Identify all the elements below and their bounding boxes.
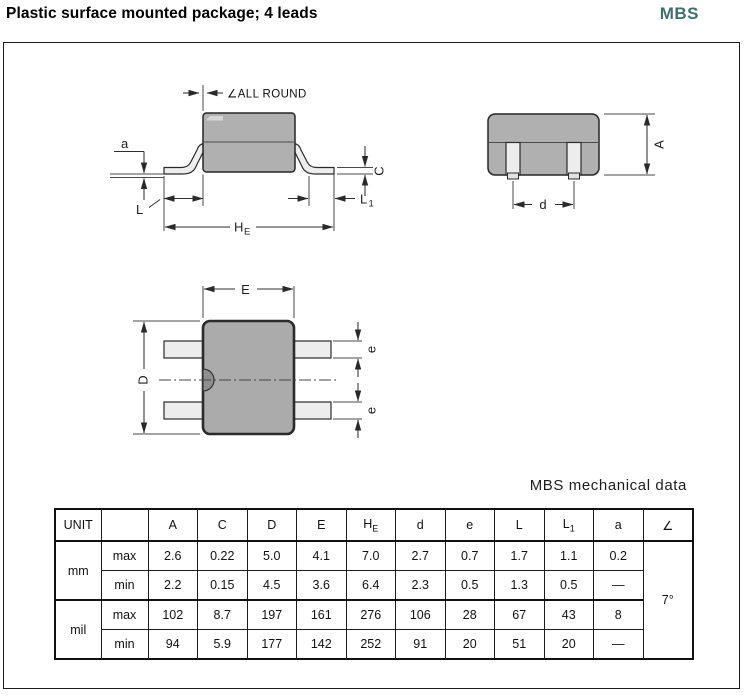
lead-foot-left [508,173,519,179]
value-cell: — [594,571,644,601]
L1-subscript: 1 [368,198,374,210]
value-cell: 4.1 [297,541,347,571]
col-header-d: d [396,509,446,541]
table-row-mil-max [55,600,693,630]
value-cell: 252 [346,630,396,660]
col-header-A: A [148,509,198,541]
value-cell: 8 [594,600,644,630]
mechanical-data-table-wrap [54,508,694,660]
dimension-A [604,114,666,175]
value-cell: 51 [495,630,545,660]
value-cell: 1.7 [495,541,545,571]
dimension-a [110,136,164,200]
C-label: C [371,166,387,176]
HE-subscript: E [244,226,251,238]
table-header-row [55,509,693,541]
e-lower-label: e [363,406,379,415]
value-cell: 276 [346,600,396,630]
col-header-a: a [594,509,644,541]
dimension-d [513,181,574,212]
value-cell: 1.3 [495,571,545,601]
value-cell: 5.9 [198,630,248,660]
lead-top-right-upper [293,341,331,358]
value-cell: — [594,630,644,660]
A-label: A [651,140,667,149]
value-cell: 177 [247,630,297,660]
table-row-mm-min [55,571,693,601]
value-cell: 0.2 [594,541,644,571]
lead-top-right-lower [293,402,331,419]
bound-cell: max [101,600,148,630]
D-label: D [135,375,151,385]
dimension-e-lower [333,383,378,438]
value-cell: 28 [445,600,495,630]
all-round-label: ∠ALL ROUND [227,88,307,101]
dimension-e-upper [333,322,378,377]
angle-value-cell: 7° [643,541,693,659]
L-label: L [136,202,144,217]
lead-front-left [506,143,520,176]
dimension-all-round [183,85,307,111]
lead-top-left-upper [164,341,204,358]
E-label: E [241,282,250,297]
value-cell: 161 [297,600,347,630]
value-cell: 142 [297,630,347,660]
value-cell: 43 [544,600,594,630]
package-outline-drawing [4,43,739,505]
value-cell: 0.5 [445,571,495,601]
value-cell: 6.4 [346,571,396,601]
value-cell: 2.3 [396,571,446,601]
col-header-L: L [495,509,545,541]
page-title: Plastic surface mounted package; 4 leads [6,5,318,22]
package-body-top [203,321,294,434]
col-header-L1: $L_1$ [544,509,594,541]
a-label: a [121,136,129,151]
value-cell: 0.7 [445,541,495,571]
value-cell: 2.7 [396,541,446,571]
top-view [133,282,378,438]
HE-label: H [234,219,244,235]
value-cell: 94 [148,630,198,660]
unit-cell-mm: mm [55,541,101,600]
value-cell: 1.1 [544,541,594,571]
dimension-L1 [288,175,374,232]
value-cell: 2.2 [148,571,198,601]
value-cell: 102 [148,600,198,630]
col-header-HE: $H_E$ [346,509,396,541]
lead-foot-right [569,173,580,179]
col-header-E: E [297,509,347,541]
mechanical-data-table [54,508,694,660]
value-cell: 5.0 [247,541,297,571]
value-cell: 0.22 [198,541,248,571]
value-cell: 7.0 [346,541,396,571]
dimension-L [136,175,203,232]
table-row-mil-min [55,630,693,660]
table-row-mm-max [55,541,693,571]
value-cell: 91 [396,630,446,660]
package-code: MBS [659,4,699,23]
dimension-HE [165,220,333,238]
col-header-bound [101,509,148,541]
lead-top-left-lower [164,402,204,419]
bound-cell: min [101,630,148,660]
table-caption: MBS mechanical data [529,477,687,494]
d-label: d [539,197,547,212]
col-header-e: e [445,509,495,541]
value-cell: 67 [495,600,545,630]
value-cell: 20 [544,630,594,660]
side-view [110,85,386,238]
col-header-C: C [198,509,248,541]
value-cell: 0.15 [198,571,248,601]
dimension-C [337,146,386,196]
e-upper-label: e [363,345,379,354]
value-cell: 2.6 [148,541,198,571]
package-body-front [488,114,599,175]
bound-cell: max [101,541,148,571]
unit-cell-mil: mil [55,600,101,659]
value-cell: 197 [247,600,297,630]
lead-front-right [567,143,581,176]
value-cell: 3.6 [297,571,347,601]
bound-cell: min [101,571,148,601]
front-view [488,114,666,212]
dimension-E [203,282,294,318]
value-cell: 20 [445,630,495,660]
col-header-unit: UNIT [55,509,101,541]
value-cell: 8.7 [198,600,248,630]
value-cell: 106 [396,600,446,630]
col-header-D: D [247,509,297,541]
value-cell: 4.5 [247,571,297,601]
col-header-angle: ∠ [643,509,693,541]
L1-label: L [360,191,368,207]
drawing-frame [3,42,740,689]
value-cell: 0.5 [544,571,594,601]
